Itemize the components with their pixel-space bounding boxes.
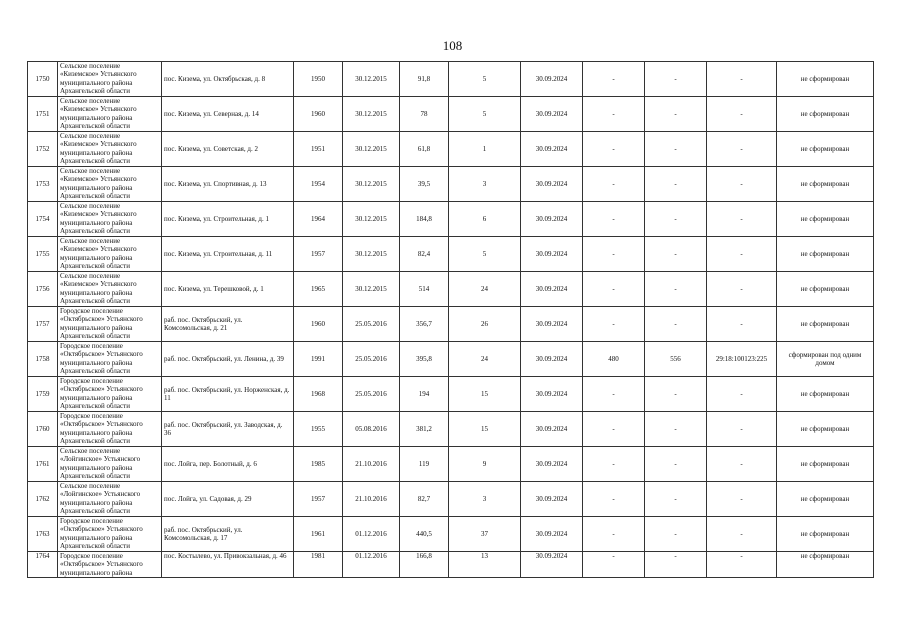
- cell-col-9: -: [583, 132, 645, 167]
- cell-col-9: -: [583, 97, 645, 132]
- cell-deadline: 30.09.2024: [521, 342, 583, 377]
- cell-recognition-date: 25.05.2016: [343, 342, 400, 377]
- cell-recognition-date: 25.05.2016: [343, 307, 400, 342]
- cell-recognition-date: 21.10.2016: [343, 482, 400, 517]
- cell-col-9: 480: [583, 342, 645, 377]
- cell-settlement: Городское поселение «Октябрьское» Устьянского муниципального района: [58, 552, 162, 578]
- cell-col-10: -: [645, 132, 707, 167]
- cell-residents: 3: [449, 482, 521, 517]
- cell-recognition-date: 21.10.2016: [343, 447, 400, 482]
- cell-col-10: -: [645, 167, 707, 202]
- cell-land-status: не сформирован: [777, 412, 874, 447]
- cell-year-built: 1961: [294, 517, 343, 552]
- cell-recognition-date: 30.12.2015: [343, 237, 400, 272]
- cell-residents: 1: [449, 132, 521, 167]
- cell-area: 440,5: [400, 517, 449, 552]
- cell-cadastral-number: -: [707, 237, 777, 272]
- cell-row-number: 1759: [28, 377, 58, 412]
- cell-deadline: 30.09.2024: [521, 307, 583, 342]
- cell-cadastral-number: -: [707, 132, 777, 167]
- cell-residents: 15: [449, 377, 521, 412]
- cell-residents: 24: [449, 272, 521, 307]
- cell-land-status: не сформирован: [777, 62, 874, 97]
- cell-residents: 9: [449, 447, 521, 482]
- cell-recognition-date: 30.12.2015: [343, 97, 400, 132]
- cell-land-status: не сформирован: [777, 272, 874, 307]
- cell-settlement: Сельское поселение «Киземское» Устьянского муниципального района Архангельской области: [58, 132, 162, 167]
- cell-settlement: Сельское поселение «Киземское» Устьянского муниципального района Архангельской области: [58, 202, 162, 237]
- cell-settlement: Сельское поселение «Киземское» Устьянского муниципального района Архангельской области: [58, 167, 162, 202]
- cell-address: пос. Лойга, пер. Болотный, д. 6: [162, 447, 294, 482]
- cell-settlement: Городское поселение «Октябрьское» Устьянского муниципального района Архангельской области: [58, 377, 162, 412]
- cell-recognition-date: 30.12.2015: [343, 62, 400, 97]
- cell-residents: 3: [449, 167, 521, 202]
- cell-year-built: 1965: [294, 272, 343, 307]
- table-row: [28, 412, 874, 447]
- cell-cadastral-number: -: [707, 447, 777, 482]
- cell-year-built: 1985: [294, 447, 343, 482]
- cell-col-10: -: [645, 97, 707, 132]
- cell-year-built: 1957: [294, 237, 343, 272]
- cell-cadastral-number: 29:18:100123:225: [707, 342, 777, 377]
- cell-land-status: не сформирован: [777, 517, 874, 552]
- cell-residents: 5: [449, 97, 521, 132]
- cell-year-built: 1981: [294, 552, 343, 578]
- cell-recognition-date: 30.12.2015: [343, 167, 400, 202]
- cell-col-9: -: [583, 447, 645, 482]
- cell-land-status: не сформирован: [777, 482, 874, 517]
- cell-address: раб. пос. Октябрьский, ул. Ленина, д. 39: [162, 342, 294, 377]
- cell-col-10: -: [645, 272, 707, 307]
- cell-area: 78: [400, 97, 449, 132]
- cell-col-10: -: [645, 62, 707, 97]
- cell-area: 82,7: [400, 482, 449, 517]
- cell-row-number: 1762: [28, 482, 58, 517]
- table-row: [28, 132, 874, 167]
- cell-residents: 13: [449, 552, 521, 578]
- cell-recognition-date: 05.08.2016: [343, 412, 400, 447]
- cell-residents: 26: [449, 307, 521, 342]
- cell-deadline: 30.09.2024: [521, 447, 583, 482]
- cell-land-status: не сформирован: [777, 307, 874, 342]
- cell-recognition-date: 30.12.2015: [343, 202, 400, 237]
- cell-cadastral-number: -: [707, 377, 777, 412]
- table-row: [28, 62, 874, 97]
- cell-settlement: Сельское поселение «Киземское» Устьянского муниципального района Архангельской области: [58, 237, 162, 272]
- cell-area: 119: [400, 447, 449, 482]
- cell-year-built: 1951: [294, 132, 343, 167]
- cell-deadline: 30.09.2024: [521, 412, 583, 447]
- cell-col-9: -: [583, 307, 645, 342]
- cell-deadline: 30.09.2024: [521, 377, 583, 412]
- cell-deadline: 30.09.2024: [521, 552, 583, 578]
- cell-col-10: -: [645, 447, 707, 482]
- cell-deadline: 30.09.2024: [521, 482, 583, 517]
- cell-deadline: 30.09.2024: [521, 97, 583, 132]
- cell-settlement: Сельское поселение «Лойгинское» Устьянского муниципального района Архангельской области: [58, 447, 162, 482]
- cell-settlement: Городское поселение «Октябрьское» Устьянского муниципального района Архангельской области: [58, 342, 162, 377]
- cell-col-9: -: [583, 412, 645, 447]
- cell-recognition-date: 30.12.2015: [343, 272, 400, 307]
- cell-deadline: 30.09.2024: [521, 272, 583, 307]
- cell-col-10: -: [645, 552, 707, 578]
- cell-row-number: 1760: [28, 412, 58, 447]
- cell-land-status: не сформирован: [777, 132, 874, 167]
- table-row: [28, 447, 874, 482]
- cell-row-number: 1751: [28, 97, 58, 132]
- cell-settlement: Городское поселение «Октябрьское» Устьянского муниципального района Архангельской области: [58, 412, 162, 447]
- table-row: [28, 552, 874, 578]
- cell-land-status: не сформирован: [777, 552, 874, 578]
- cell-area: 184,8: [400, 202, 449, 237]
- cell-settlement: Сельское поселение «Киземское» Устьянского муниципального района Архангельской области: [58, 272, 162, 307]
- cell-recognition-date: 30.12.2015: [343, 132, 400, 167]
- cell-settlement: Городское поселение «Октябрьское» Устьянского муниципального района Архангельской области: [58, 517, 162, 552]
- cell-row-number: 1761: [28, 447, 58, 482]
- cell-row-number: 1758: [28, 342, 58, 377]
- cell-cadastral-number: -: [707, 412, 777, 447]
- cell-address: пос. Кизема, ул. Советская, д. 2: [162, 132, 294, 167]
- cell-land-status: не сформирован: [777, 237, 874, 272]
- cell-row-number: 1756: [28, 272, 58, 307]
- cell-address: раб. пос. Октябрьский, ул. Комсомольская, д. 17: [162, 517, 294, 552]
- cell-address: пос. Кизема, ул. Терешковой, д. 1: [162, 272, 294, 307]
- cell-area: 61,8: [400, 132, 449, 167]
- cell-address: пос. Кизема, ул. Строительная, д. 11: [162, 237, 294, 272]
- table-row: [28, 517, 874, 552]
- cell-row-number: 1750: [28, 62, 58, 97]
- cell-address: раб. пос. Октябрьский, ул. Заводская, д. 36: [162, 412, 294, 447]
- table-row: [28, 97, 874, 132]
- cell-col-9: -: [583, 552, 645, 578]
- cell-deadline: 30.09.2024: [521, 132, 583, 167]
- table-row: [28, 167, 874, 202]
- cell-cadastral-number: -: [707, 167, 777, 202]
- cell-deadline: 30.09.2024: [521, 517, 583, 552]
- cell-col-9: -: [583, 517, 645, 552]
- cell-row-number: 1752: [28, 132, 58, 167]
- cell-deadline: 30.09.2024: [521, 202, 583, 237]
- cell-year-built: 1991: [294, 342, 343, 377]
- cell-col-10: -: [645, 202, 707, 237]
- cell-year-built: 1955: [294, 412, 343, 447]
- table-row: [28, 202, 874, 237]
- cell-land-status: не сформирован: [777, 377, 874, 412]
- cell-cadastral-number: -: [707, 482, 777, 517]
- cell-land-status: не сформирован: [777, 202, 874, 237]
- cell-row-number: 1764: [28, 552, 58, 578]
- page-number: 108: [442, 38, 463, 53]
- cell-address: пос. Лойга, ул. Садовая, д. 29: [162, 482, 294, 517]
- cell-col-10: -: [645, 482, 707, 517]
- cell-col-9: -: [583, 237, 645, 272]
- cell-deadline: 30.09.2024: [521, 237, 583, 272]
- cell-land-status: сформирован под одним домом: [777, 342, 874, 377]
- cell-year-built: 1960: [294, 97, 343, 132]
- table-row: [28, 482, 874, 517]
- cell-area: 514: [400, 272, 449, 307]
- cell-address: раб. пос. Октябрьский, ул. Комсомольская, д. 21: [162, 307, 294, 342]
- cell-address: пос. Кизема, ул. Северная, д. 14: [162, 97, 294, 132]
- cell-col-10: -: [645, 377, 707, 412]
- cell-col-10: 556: [645, 342, 707, 377]
- cell-area: 91,8: [400, 62, 449, 97]
- cell-address: пос. Костылево, ул. Привокзальная, д. 46: [162, 552, 294, 578]
- cell-recognition-date: 25.05.2016: [343, 377, 400, 412]
- cell-recognition-date: 01.12.2016: [343, 552, 400, 578]
- cell-col-9: -: [583, 62, 645, 97]
- cell-residents: 5: [449, 237, 521, 272]
- housing-registry-table: [27, 61, 874, 578]
- cell-settlement: Сельское поселение «Киземское» Устьянского муниципального района Архангельской области: [58, 97, 162, 132]
- cell-deadline: 30.09.2024: [521, 62, 583, 97]
- cell-col-10: -: [645, 237, 707, 272]
- cell-settlement: Сельское поселение «Лойгинское» Устьянского муниципального района Архангельской области: [58, 482, 162, 517]
- cell-col-9: -: [583, 167, 645, 202]
- cell-residents: 37: [449, 517, 521, 552]
- cell-land-status: не сформирован: [777, 167, 874, 202]
- table-row: [28, 272, 874, 307]
- cell-deadline: 30.09.2024: [521, 167, 583, 202]
- cell-area: 356,7: [400, 307, 449, 342]
- cell-col-10: -: [645, 517, 707, 552]
- cell-area: 39,5: [400, 167, 449, 202]
- cell-land-status: не сформирован: [777, 447, 874, 482]
- cell-year-built: 1960: [294, 307, 343, 342]
- cell-cadastral-number: -: [707, 307, 777, 342]
- cell-recognition-date: 01.12.2016: [343, 517, 400, 552]
- cell-col-9: -: [583, 202, 645, 237]
- cell-year-built: 1950: [294, 62, 343, 97]
- cell-settlement: Сельское поселение «Киземское» Устьянского муниципального района Архангельской области: [58, 62, 162, 97]
- cell-land-status: не сформирован: [777, 97, 874, 132]
- cell-row-number: 1757: [28, 307, 58, 342]
- cell-cadastral-number: -: [707, 552, 777, 578]
- cell-year-built: 1964: [294, 202, 343, 237]
- cell-cadastral-number: -: [707, 272, 777, 307]
- cell-row-number: 1755: [28, 237, 58, 272]
- cell-cadastral-number: -: [707, 517, 777, 552]
- cell-row-number: 1753: [28, 167, 58, 202]
- cell-col-9: -: [583, 272, 645, 307]
- cell-address: пос. Кизема, ул. Спортивная, д. 13: [162, 167, 294, 202]
- cell-year-built: 1954: [294, 167, 343, 202]
- cell-area: 395,8: [400, 342, 449, 377]
- cell-area: 82,4: [400, 237, 449, 272]
- cell-residents: 15: [449, 412, 521, 447]
- cell-cadastral-number: -: [707, 62, 777, 97]
- table-row: [28, 377, 874, 412]
- cell-year-built: 1968: [294, 377, 343, 412]
- cell-col-9: -: [583, 482, 645, 517]
- cell-col-10: -: [645, 307, 707, 342]
- cell-cadastral-number: -: [707, 202, 777, 237]
- cell-area: 381,2: [400, 412, 449, 447]
- cell-area: 194: [400, 377, 449, 412]
- cell-address: пос. Кизема, ул. Октябрьская, д. 8: [162, 62, 294, 97]
- cell-year-built: 1957: [294, 482, 343, 517]
- cell-cadastral-number: -: [707, 97, 777, 132]
- cell-address: пос. Кизема, ул. Строительная, д. 1: [162, 202, 294, 237]
- cell-settlement: Городское поселение «Октябрьское» Устьянского муниципального района Архангельской области: [58, 307, 162, 342]
- cell-col-10: -: [645, 412, 707, 447]
- cell-residents: 5: [449, 62, 521, 97]
- cell-row-number: 1763: [28, 517, 58, 552]
- cell-area: 166,8: [400, 552, 449, 578]
- cell-residents: 6: [449, 202, 521, 237]
- table-row: [28, 307, 874, 342]
- cell-address: раб. пос. Октябрьский, ул. Норженская, д. 11: [162, 377, 294, 412]
- table-row: [28, 342, 874, 377]
- cell-residents: 24: [449, 342, 521, 377]
- cell-col-9: -: [583, 377, 645, 412]
- table-row: [28, 237, 874, 272]
- cell-row-number: 1754: [28, 202, 58, 237]
